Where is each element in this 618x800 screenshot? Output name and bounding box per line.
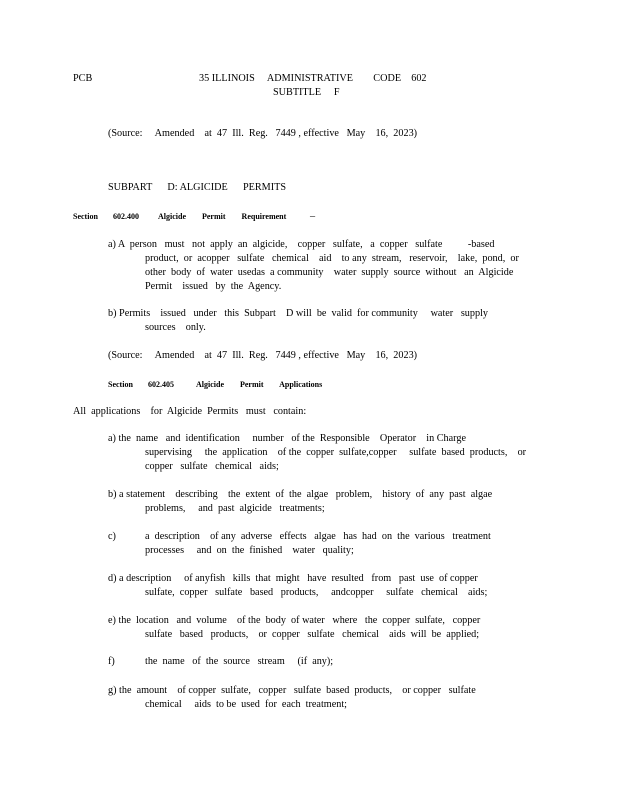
- list-item-line: d) a description of anyfish kills that might have resulted from past use of copper: [108, 573, 478, 584]
- list-item-line: the name of the source stream (if any);: [145, 656, 334, 667]
- paragraph-line: other body of water usedas a community water supply source without an Algicide: [145, 267, 514, 278]
- list-item-line: a) the name and identification number of the Responsible Operator in Charge: [108, 433, 466, 444]
- list-item-line: chemical aids to be used for each treatment;: [145, 699, 347, 710]
- list-item-line: processes and on the finished water quality;: [145, 545, 354, 556]
- source-note: (Source: Amended at 47 Ill. Reg. 7449 , effective May 16, 2023): [108, 350, 418, 361]
- list-item-line: sulfate based products, or copper sulfate chemical aids will be applied;: [145, 629, 480, 640]
- paragraph-line: sources only.: [145, 322, 206, 333]
- section-number: 602.405: [148, 380, 174, 389]
- header-subtitle: SUBTITLE F: [273, 87, 340, 98]
- paragraph-line: a) A person must not apply an algicide, copper sulfate, a copper sulfate -based: [108, 239, 495, 250]
- list-item-line: problems, and past algicide treatments;: [145, 503, 325, 514]
- intro-text: All applications for Algicide Permits must contain:: [73, 406, 307, 417]
- section-dash: –: [310, 211, 316, 222]
- list-item-line: a description of any adverse effects algae has had on the various treatment: [145, 531, 491, 542]
- paragraph-line: b) Permits issued under this Subpart D will be valid for community water supply: [108, 308, 489, 319]
- list-item-line: b) a statement describing the extent of the algae problem, history of any past algae: [108, 489, 493, 500]
- list-item-marker: c): [108, 531, 116, 542]
- section-title: Algicide Permit Applications: [196, 380, 323, 389]
- list-item-line: g) the amount of copper sulfate, copper sulfate based products, or copper sulfate: [108, 685, 476, 696]
- source-note: (Source: Amended at 47 Ill. Reg. 7449 , effective May 16, 2023): [108, 128, 418, 139]
- section-label: Section: [73, 212, 98, 221]
- header-agency: PCB: [73, 73, 93, 84]
- list-item-line: supervising the application of the copper sulfate,copper sulfate based products, or: [145, 447, 527, 458]
- paragraph-line: Permit issued by the Agency.: [145, 281, 282, 292]
- list-item-line: sulfate, copper sulfate based products, andcopper sulfate chemical aids;: [145, 587, 488, 598]
- section-number: 602.400: [113, 212, 139, 221]
- list-item-line: e) the location and volume of the body of water where the copper sulfate, copper: [108, 615, 481, 626]
- subpart-heading: SUBPART D: ALGICIDE PERMITS: [108, 182, 286, 193]
- list-item-line: copper sulfate chemical aids;: [145, 461, 279, 472]
- list-item-marker: f): [108, 656, 115, 667]
- section-label: Section: [108, 380, 133, 389]
- header-code: 35 ILLINOIS ADMINISTRATIVE CODE 602: [199, 73, 427, 84]
- paragraph-line: product, or acopper sulfate chemical aid to any stream, reservoir, lake, pond, or: [145, 253, 519, 264]
- section-title: Algicide Permit Requirement: [158, 212, 287, 221]
